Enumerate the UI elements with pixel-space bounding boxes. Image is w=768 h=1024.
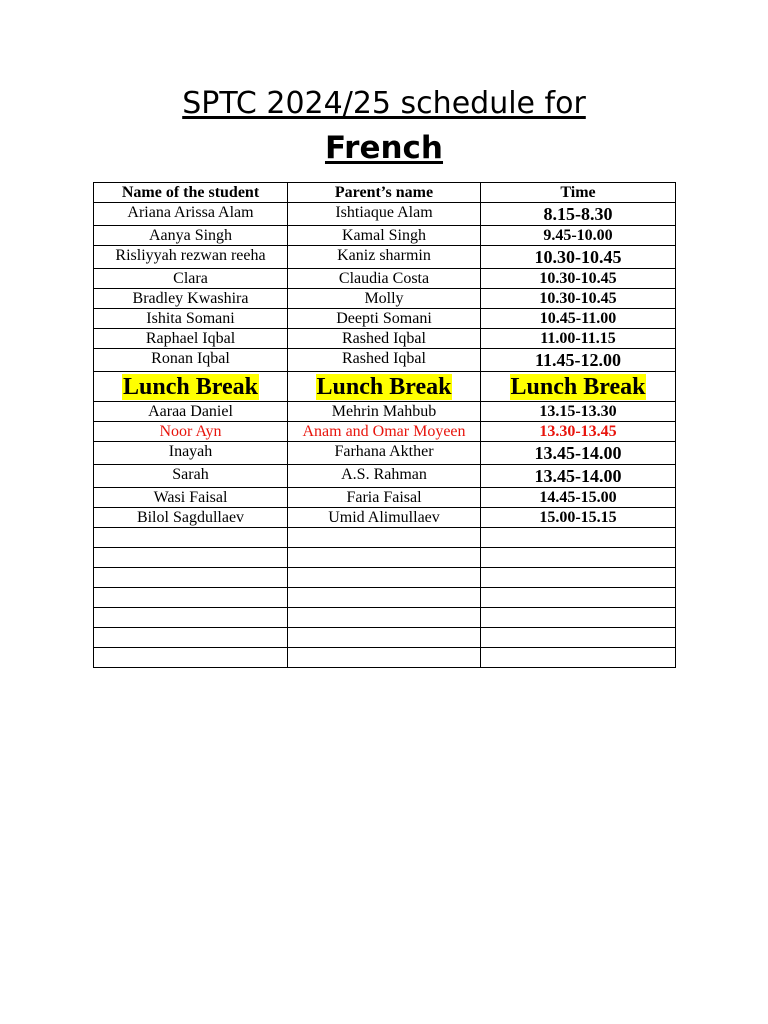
time-slot: 11.00-11.15 (481, 329, 676, 349)
empty-cell (94, 548, 288, 568)
time-slot: 13.15-13.30 (481, 402, 676, 422)
student-name: Noor Ayn (94, 422, 288, 442)
title-line-1: SPTC 2024/25 schedule for (182, 86, 586, 121)
student-name: Risliyyah rezwan reeha (94, 246, 288, 269)
empty-cell (288, 588, 481, 608)
time-slot: 10.45-11.00 (481, 309, 676, 329)
time-slot: 13.45-14.00 (481, 465, 676, 488)
parent-name: Anam and Omar Moyeen (288, 422, 481, 442)
lunch-break-cell (94, 372, 288, 402)
time-slot: 14.45-15.00 (481, 488, 676, 508)
parent-name: Rashed Iqbal (288, 349, 481, 372)
table-row (94, 508, 676, 528)
table-row (94, 422, 676, 442)
header-time: Time (481, 183, 676, 203)
student-name: Raphael Iqbal (94, 329, 288, 349)
time-slot: 13.30-13.45 (481, 422, 676, 442)
empty-cell (94, 628, 288, 648)
empty-cell (94, 528, 288, 548)
time-slot: 13.45-14.00 (481, 442, 676, 465)
empty-cell (288, 568, 481, 588)
time-slot: 11.45-12.00 (481, 349, 676, 372)
student-name: Ariana Arissa Alam (94, 203, 288, 226)
lunch-break-row (94, 372, 676, 402)
empty-cell (94, 588, 288, 608)
parent-name: Molly (288, 289, 481, 309)
parent-name: Deepti Somani (288, 309, 481, 329)
student-name: Ronan Iqbal (94, 349, 288, 372)
student-name: Bradley Kwashira (94, 289, 288, 309)
parent-name: Mehrin Mahbub (288, 402, 481, 422)
parent-name: Umid Alimullaev (288, 508, 481, 528)
parent-name: Kamal Singh (288, 226, 481, 246)
table-row (94, 329, 676, 349)
header-row (94, 183, 676, 203)
time-slot: 8.15-8.30 (481, 203, 676, 226)
lunch-break-cell (288, 372, 481, 402)
student-name: Ishita Somani (94, 309, 288, 329)
table-row (94, 488, 676, 508)
empty-cell (288, 628, 481, 648)
empty-cell (288, 528, 481, 548)
empty-cell (481, 568, 676, 588)
student-name: Wasi Faisal (94, 488, 288, 508)
empty-row (94, 548, 676, 568)
parent-name: Faria Faisal (288, 488, 481, 508)
empty-cell (94, 568, 288, 588)
time-slot: 15.00-15.15 (481, 508, 676, 528)
student-name: Aanya Singh (94, 226, 288, 246)
empty-cell (94, 608, 288, 628)
document-title (0, 84, 768, 170)
student-name: Aaraa Daniel (94, 402, 288, 422)
empty-row (94, 628, 676, 648)
lunch-break-label: Lunch Break (316, 373, 452, 400)
empty-row (94, 608, 676, 628)
header-parent: Parent’s name (288, 183, 481, 203)
student-name: Bilol Sagdullaev (94, 508, 288, 528)
empty-cell (94, 648, 288, 668)
empty-cell (481, 628, 676, 648)
schedule-table (93, 182, 676, 668)
empty-cell (481, 528, 676, 548)
parent-name: Claudia Costa (288, 269, 481, 289)
table-row (94, 269, 676, 289)
empty-cell (288, 548, 481, 568)
empty-row (94, 588, 676, 608)
parent-name: A.S. Rahman (288, 465, 481, 488)
header-student: Name of the student (94, 183, 288, 203)
empty-cell (481, 648, 676, 668)
student-name: Sarah (94, 465, 288, 488)
time-slot: 10.30-10.45 (481, 269, 676, 289)
title-line-2: French (324, 130, 444, 166)
student-name: Clara (94, 269, 288, 289)
table-row (94, 309, 676, 329)
empty-cell (481, 608, 676, 628)
table-row (94, 465, 676, 488)
table-row (94, 203, 676, 226)
time-slot: 10.30-10.45 (481, 246, 676, 269)
empty-cell (481, 548, 676, 568)
lunch-break-label: Lunch Break (123, 373, 258, 400)
parent-name: Kaniz sharmin (288, 246, 481, 269)
table-row (94, 402, 676, 422)
table-row (94, 289, 676, 309)
time-slot: 10.30-10.45 (481, 289, 676, 309)
empty-row (94, 648, 676, 668)
empty-cell (288, 608, 481, 628)
parent-name: Rashed Iqbal (288, 329, 481, 349)
time-slot: 9.45-10.00 (481, 226, 676, 246)
empty-cell (288, 648, 481, 668)
table-row (94, 246, 676, 269)
table-row (94, 349, 676, 372)
student-name: Inayah (94, 442, 288, 465)
table-row (94, 226, 676, 246)
empty-row (94, 528, 676, 548)
lunch-break-label: Lunch Break (510, 373, 646, 400)
empty-cell (481, 588, 676, 608)
parent-name: Farhana Akther (288, 442, 481, 465)
empty-row (94, 568, 676, 588)
table-row (94, 442, 676, 465)
lunch-break-cell (481, 372, 676, 402)
parent-name: Ishtiaque Alam (288, 203, 481, 226)
